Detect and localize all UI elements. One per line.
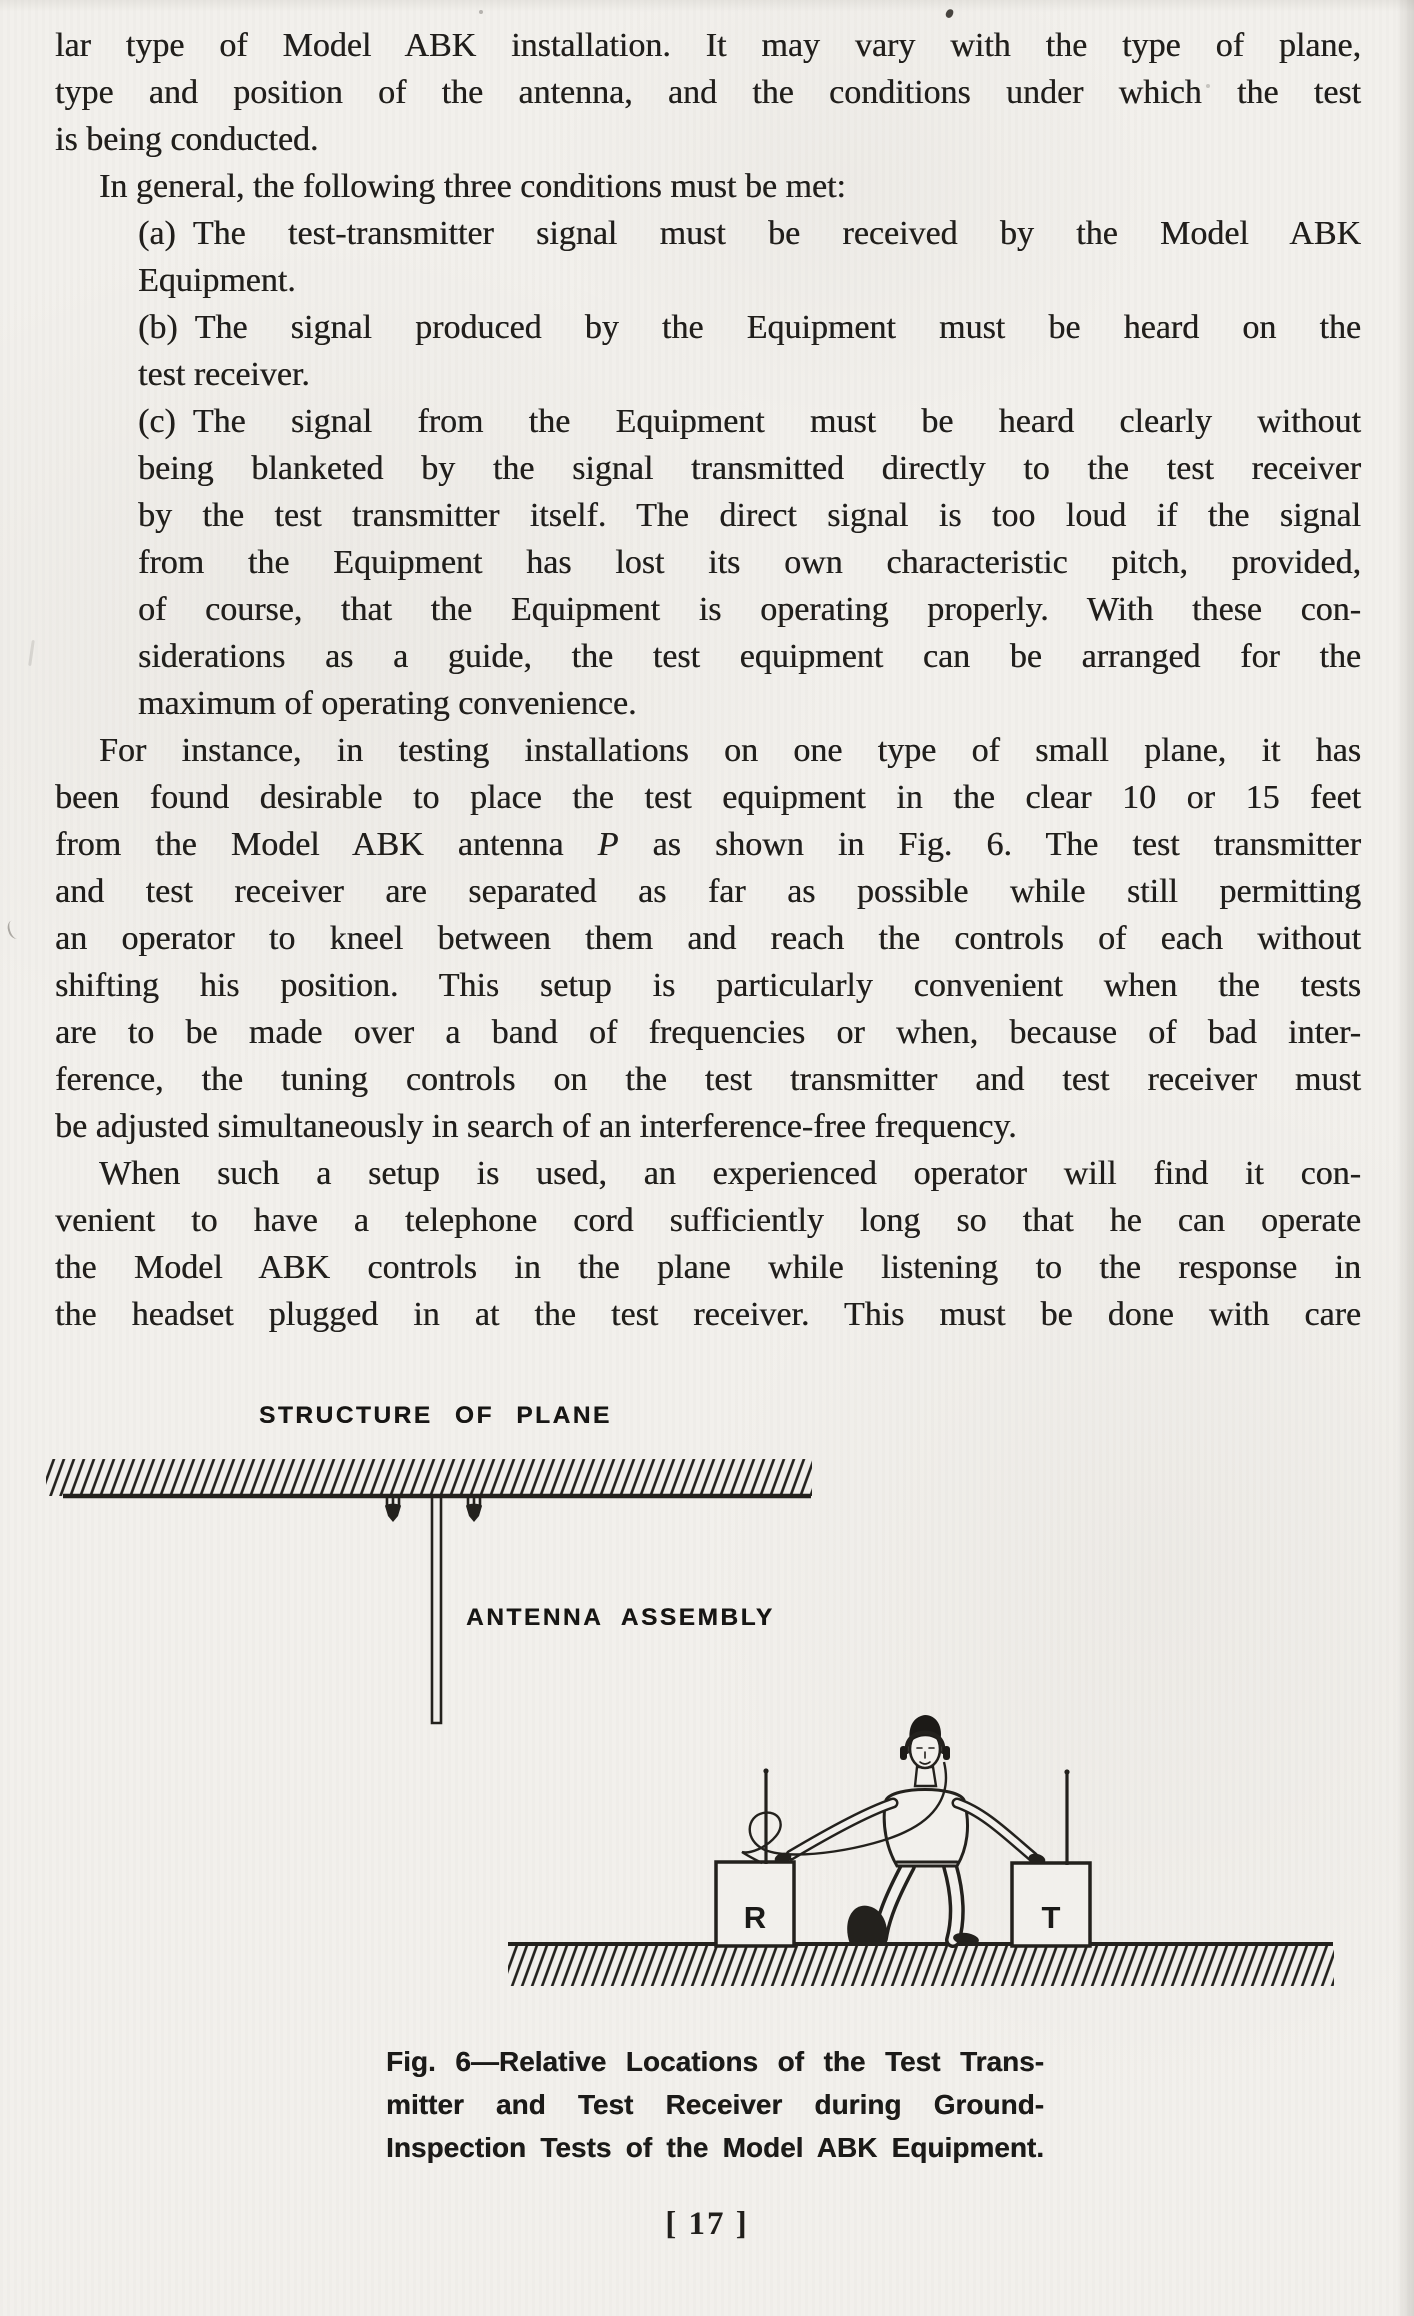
transmitter-box	[1012, 1863, 1090, 1946]
transmitter-antenna	[1064, 1769, 1069, 1865]
receiver-box-label: R	[743, 1900, 767, 1935]
text-line: ference, the tuning controls on the test transmitter and test receiver must	[55, 1061, 1361, 1098]
antenna-assembly-rod	[432, 1498, 441, 1723]
mounting-bolt-icon	[466, 1498, 482, 1522]
list-item-a-line: Equipment.	[138, 262, 296, 299]
text-line: the Model ABK controls in the plane while listening to the response in	[55, 1249, 1361, 1286]
plane-structure-hatching	[46, 1459, 812, 1496]
ground-hatching	[508, 1944, 1334, 1986]
text-line: be adjusted simultaneously in search of an interference-free frequency.	[55, 1108, 1017, 1145]
operator-figure	[791, 1715, 1033, 1947]
list-item-c-line: from the Equipment has lost its own characteristic pitch, provided,	[138, 544, 1361, 581]
list-item-c-line: of course, that the Equipment is operating properly. With these con-	[138, 591, 1361, 628]
list-item-b-line: test receiver.	[138, 356, 310, 393]
italic-antenna-p: P	[597, 826, 619, 863]
list-item-a-line: (a) The test-transmitter signal must be received by the Model ABK	[138, 215, 1361, 252]
text-line: the headset plugged in at the test receiver. This must be done with care	[55, 1296, 1361, 1333]
antenna-assembly-label: ANTENNA ASSEMBLY	[466, 1604, 775, 1631]
headphone-earcup	[943, 1746, 950, 1760]
text-line: In general, the following three conditions must be met:	[99, 168, 846, 205]
text-line: are to be made over a band of frequencies or when, because of bad inter-	[55, 1014, 1361, 1051]
page-number: [ 17 ]	[665, 2206, 749, 2242]
list-item-c-line: by the test transmitter itself. The direct signal is too loud if the signal	[138, 497, 1361, 534]
text-line: shifting his position. This setup is particularly convenient when the tests	[55, 967, 1361, 1004]
text-line: For instance, in testing installations on one type of small plane, it has	[99, 732, 1361, 769]
text-line: been found desirable to place the test equipment in the clear 10 or 15 feet	[55, 779, 1361, 816]
text-line: is being conducted.	[55, 121, 319, 158]
figure-caption	[386, 2040, 1044, 2169]
list-item-b-line: (b) The signal produced by the Equipment must be heard on the	[138, 309, 1361, 346]
text-line: venient to have a telephone cord sufficiently long so that he can operate	[55, 1202, 1361, 1239]
list-item-c-line: siderations as a guide, the test equipment can be arranged for the	[138, 638, 1361, 675]
text-line: type and position of the antenna, and the conditions under which the test	[55, 74, 1361, 111]
text-line: and test receiver are separated as far as possible while still permitting	[55, 873, 1361, 910]
text-line: lar type of Model ABK installation. It may vary with the type of plane,	[55, 27, 1361, 64]
text-segment: as shown in Fig. 6. The test transmitter	[618, 826, 1361, 863]
caption-line: Fig. 6—Relative Locations of the Test Trans-	[386, 2046, 1044, 2077]
mounting-bolt-icon	[385, 1498, 401, 1522]
caption-line: Inspection Tests of the Model ABK Equipment.	[386, 2132, 1044, 2163]
text-line: an operator to kneel between them and reach the controls of each without	[55, 920, 1361, 957]
transmitter-box-label: T	[1041, 1900, 1061, 1935]
list-item-c-line: being blanketed by the signal transmitted directly to the test receiver	[138, 450, 1361, 487]
text-segment: from the Model ABK antenna	[55, 826, 598, 863]
structure-of-plane-label: STRUCTURE OF PLANE	[259, 1402, 612, 1429]
headphone-earcup	[900, 1746, 907, 1760]
caption-line: mitter and Test Receiver during Ground-	[386, 2089, 1044, 2120]
receiver-box	[716, 1862, 794, 1946]
list-item-c-line: maximum of operating convenience.	[138, 685, 637, 722]
list-item-c-line: (c) The signal from the Equipment must be heard clearly without	[138, 403, 1361, 440]
text-line: When such a setup is used, an experienced operator will find it con-	[99, 1155, 1361, 1192]
